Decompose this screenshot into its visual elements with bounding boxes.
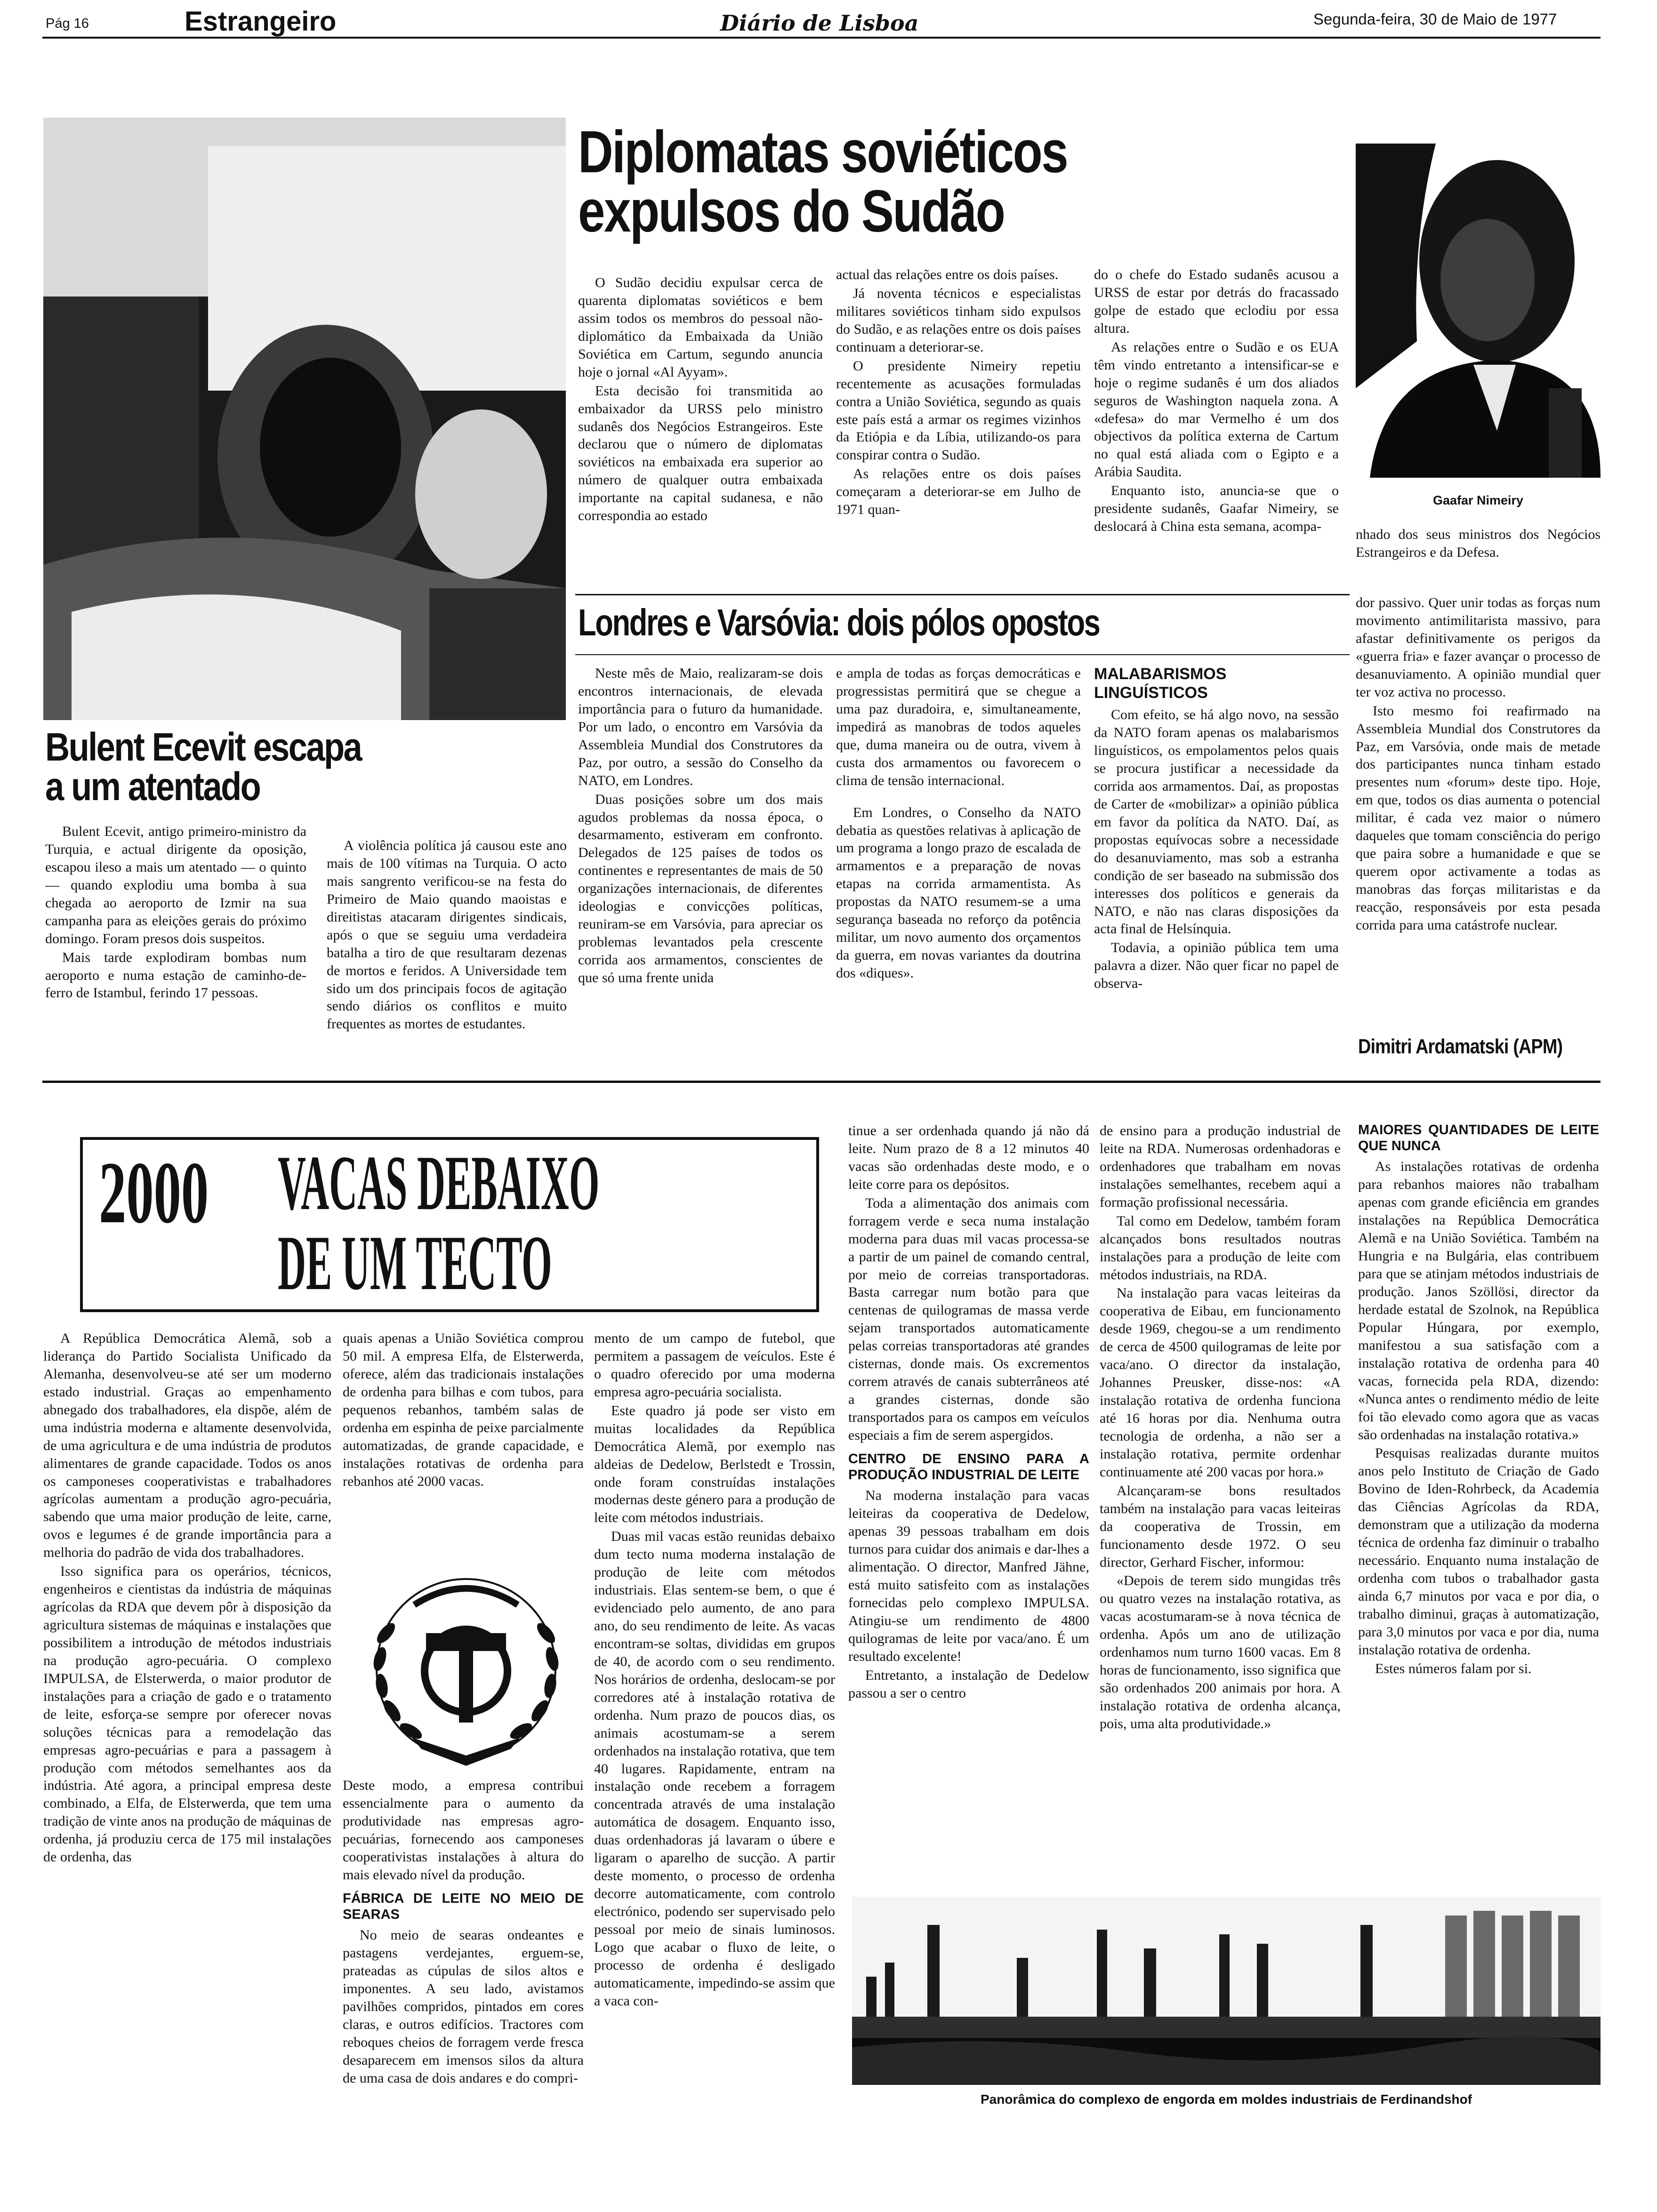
paragraph: actual das relações entre os dois países. [836,267,1059,282]
vacas-col6 [1358,1122,1599,1887]
vacas-col2a [343,1330,584,1541]
sudao-col1 [578,274,823,585]
ecevit-col1 [45,823,306,1067]
paragraph: Com efeito, se há algo novo, na sessão da NATO foram apenas os malabarismos linguísticos, os empolamentos pelos quais se procura justificar a necessidade da corrida aos armamentos. Daí, as propostas de Carter de «mobilizar» a opinião pública em favor da política da NATO. Daí, as propostas equívocas sobre a necessidade do desanuviamento, mas sob a estranha condição de ser baseado na submissão dos interesses dos políticos e generais da NATO, e não nas claras disposições da acta final de Helsínquia. [1094,707,1339,937]
paragraph: O Sudão decidiu expulsar cerca de quarenta diplomatas soviéticos e bem assim todos os membros do pessoal não-diplomático da Embaixada da União Soviética em Cartum, segundo anuncia hoje o jornal «Al Ayyam». [578,275,823,380]
paragraph: Isso significa para os operários, técnicos, engenheiros e cientistas da indústria de máquinas agrícolas da RDA que devem pôr à disposição da agricultura sistemas de máquinas e instalações que possibilitem a introdução de métodos industriais na produção agro-pecuária. O complexo IMPULSA, de Elsterwerda, o maior produtor de instalações para a criação de gado e o tratamento de leite, esforça-se sempre por oferecer novas soluções técnicas para a remodelação das empresas agro-pecuárias e para a passagem à produção com métodos semelhantes aos da indústria. Até agora, a principal empresa deste combinado, a Elfa, de Elsterwerda, que tem uma tradição de vinte anos na produção de máquinas de ordenha, já produziu cerca de 175 mil instalações de ordenha, das [43,1563,331,1865]
nimeiry-caption: Gaafar Nimeiry [1432,493,1524,507]
malabarismos-subhead: MALABARISMOS LINGUÍSTICOS [1094,665,1227,702]
vacas-col5 [1100,1122,1341,1887]
paragraph: Mais tarde explodiram bombas num aeroporto e numa estação de caminho-de-ferro de Istambul, ferindo 17 pessoas. [45,949,306,1001]
issue-date: Segunda-feira, 30 de Maio de 1977 [1313,10,1557,28]
maiores-quantidades-subhead: MAIORES QUANTIDADES DE LEITE QUE NUNCA [1358,1122,1599,1154]
page-number: Pág 16 [46,16,89,31]
paragraph: dor passivo. Quer unir todas as forças num movimento antimilitarista massivo, para afastar definitivamente os perigos da «guerra fria» e fazer avançar o processo de desanuviamento. A opinião mundial quer ter voz activa no processo. [1356,595,1601,700]
vacas-col1 [43,1330,331,2118]
londres-col3 [1094,665,1339,1079]
vacas-title-number: 2000 [99,1143,209,1242]
sudao-headline [578,119,1157,244]
paragraph: tinue a ser ordenhada quando já não dá leite. Num prazo de 8 a 12 minutos 40 vacas são ordenhadas deste modo, e o leite corre para os depósitos. [848,1123,1089,1192]
londres-headline: Londres e Varsóvia: dois pólos opostos [578,601,1100,643]
paragraph: Duas posições sobre um dos mais agudos problemas da nossa época, o desarmamento, estiveram em confronto. Delegados de 125 países de todos os continentes e representantes de mais de 50 organizações internacionais, de diferentes ideologias e convicções políticas, reuniram-se em Varsóvia, para apreciar os problemas levantados pela crescente corrida aos armamentos, conscientes de que só uma frente unida [578,791,823,986]
paragraph: Enquanto isto, anuncia-se que o presidente sudanês, Gaafar Nimeiry, se deslocará à China esta semana, acompa- [1094,483,1339,535]
ecevit-headline-line1: Bulent Ecevit escapa [45,725,362,769]
paragraph: Todavia, a opinião pública tem uma palavra a dizer. Não quer ficar no papel de observa- [1094,940,1339,992]
centro-ensino-subhead: CENTRO DE ENSINO PARA A PRODUÇÃO INDUSTRIAL DE LEITE [848,1451,1089,1483]
paragraph: O presidente Nimeiry repetiu recentemente as acusações formuladas contra a União Soviética, segundo as quais este país está a armar os regimes vizinhos da Etiópia e da Líbia, utilizando-os para conspirar contra o Sudão. [836,358,1081,463]
paragraph: nhado dos seus ministros dos Negócios Estrangeiros e da Defesa. [1356,527,1601,560]
londres-col2 [836,665,1081,1079]
fabrica-subhead: FÁBRICA DE LEITE NO MEIO DE SEARAS [343,1891,584,1922]
londres-title-rule [575,654,1350,655]
mid-rule [42,1081,1601,1083]
ecevit-headline-line2: a um atentado [45,764,260,809]
paragraph: Em Londres, o Conselho da NATO debatia as questões relativas à aplicação de um programa a longo prazo de escalada de armamentos e a preparação de novas etapas na corrida armamentista. As propostas da NATO resumem-se a uma segurança baseada no reforço da potência militar, um novo aumento dos orçamentos da guerra, em novas variantes da doutrina dos «diques». [836,804,1081,981]
paragraph: Deste modo, a empresa contribui essencialmente para o aumento da produtividade nas empresas agro-pecuárias, fornecendo aos camponeses cooperativistas instalações à altura do mais elevado nível da produção. [343,1778,584,1883]
masthead: Diário de Lisboa [720,10,919,36]
paragraph: As relações entre o Sudão e os EUA têm vindo entretanto a intensificar-se e hoje o regime sudanês é um dos aliados seguros de Washington naquela zona. A «defesa» do mar Vermelho é um dos objectivos da política externa de Cartum no qual está aliada com o Egipto e a Arábia Saudita. [1094,339,1339,480]
paragraph: Alcançaram-se bons resultados também na instalação para vacas leiteiras da cooperativa de Trossin, em funcionamento desde 1972. O seu director, Gerhard Fischer, informou: [1100,1483,1341,1570]
paragraph: Toda a alimentação dos animais com forragem verde e seca numa instalação moderna para duas mil vacas processa-se a partir de um painel de comando central, por meio de correias transportadoras. Basta carregar num botão para que centenas de quilogramas de massa verde sejam transportados automaticamente pelas correias transportadoras até grandes cisternas, donde mais. Os excrementos correm através de canais subterrâneos até a grandes cisternas, donde são transportados para os campos em veículos especiais a fim de serem aspergidos. [848,1195,1089,1443]
paragraph: Tal como em Dedelow, também foram alcançados bons resultados noutras instalações para a produção de leite com métodos industriais, na RDA. [1100,1213,1341,1282]
header-rule [42,37,1601,39]
paragraph: No meio de searas ondeantes e pastagens verdejantes, erguem-se, prateadas as cúpulas de silos altos e imponentes. A seu lado, avistamos pavilhões compridos, pintados em cores claras, e outros edifícios. Tractores com reboques cheios de forragem verde fresca desaparecem em imensos silos da altura de uma casa de dois andares e do compri- [343,1927,584,2086]
section-title: Estrangeiro [185,6,337,37]
sudao-headline-line2: expulsos do Sudão [578,178,1005,244]
vacas-col4 [848,1122,1089,1887]
paragraph: mento de um campo de futebol, que permitem a passagem de veículos. Este é o quadro oferecido por uma moderna empresa agro-pecuária socialista. [594,1330,835,1400]
londres-col1 [578,665,823,1079]
vacas-title-line1: VACAS DEBAIXO [278,1139,600,1226]
vacas-title-line2: DE UM TECTO [278,1219,552,1306]
paragraph: A violência política já causou este ano mais de 100 vítimas na Turquia. O acto mais sangrento verificou-se na festa do Primeiro de Maio quando maoistas e direitistas atacaram dirigentes sindicais, após o que se seguiu uma verdadeira batalha a tiro de que resultaram dezenas de mortos e feridos. A Universidade tem sido um dos principais focos de agitação sendo diários os conflitos e muito frequentes as mortes de estudantes. [327,838,567,1032]
sudao-col3 [1094,266,1339,586]
paragraph: As instalações rotativas de ordenha para rebanhos maiores não trabalham apenas com grande eficiência em grandes instalações na República Democrática Alemã e na União Soviética. Também na Hungria e na Bulgária, elas contribuem para que se atinjam métodos industriais de produção. Janos Szöllösi, director da herdade estatal de Szolnok, na República Popular Húngara, por exemplo, manifestou a sua satisfação com a instalação rotativa de ordenha para 40 vacas, fornecida pela RDA, dizendo: «Nunca antes o rendimento médio de leite foi tão elevado como agora que as vacas são ordenhadas na instalação rotativa.» [1358,1159,1599,1443]
paragraph: Neste mês de Maio, realizaram-se dois encontros internacionais, de elevada importância para o futuro da humanidade. Por um lado, o encontro em Varsóvia da Assembleia Mundial dos Construtores da Paz, por outro, a sessão do Conselho da NATO, em Londres. [578,665,823,788]
paragraph: e ampla de todas as forças democráticas e progressistas permitirá que se chegue a uma paz duradoira, e, simultaneamente, impedirá as manobras de todos aqueles que, duma maneira ou de outra, vivem à custa dos armamentos ou favorecem o clima de tensão internacional. [836,665,1081,788]
paragraph: Duas mil vacas estão reunidas debaixo dum tecto numa moderna instalação de produção de leite com métodos industriais. Elas sentem-se bem, o que é evidenciado pelo aumento, de ano para ano, do seu rendimento de leite. As vacas encontram-se soltas, divididas em grupos de 40, de acordo com o seu rendimento. Nos horários de ordenha, deslocam-se por corredores até à instalação rotativa de ordenha. Num prazo de poucos dias, os animais acostumam-se a serem ordenhados na instalação rotativa, que tem 40 lugares. Rapidamente, entram na instalação onde recebem a forragem concentrada através de uma instalação automática de dosagem. Enquanto isso, duas ordenhadoras já lavaram o úbere e ligaram o aparelho de sucção. A partir deste momento, o processo de ordenha decorre automaticamente, com controlo electrónico, podendo ser supervisado pelo pessoal por meio de sinais luminosos. Logo que acabar o fluxo de leite, o processo de ordenha é desligado automaticamente, impedindo-se assim que a vaca con- [594,1529,835,2009]
paragraph: quais apenas a União Soviética comprou 50 mil. A empresa Elfa, de Elsterwerda, oferece, além das tradicionais instalações de ordenha para bilhas e com tubos, para pequenos rebanhos, também salas de ordenha em espinha de peixe parcialmente automatizadas, de grande capacidade, e instalações rotativas de ordenha para rebanhos até 2000 vacas. [343,1330,584,1489]
londres-top-rule [575,594,1350,595]
paragraph: de ensino para a produção industrial de leite na RDA. Numerosas ordenhadoras e ordenhadores que trabalham em novas instalações semelhantes, recebem aqui a formação profissional necessária. [1100,1123,1341,1210]
ferdinandshof-photo [852,1897,1601,2085]
nimeiry-photo [1356,144,1601,478]
paragraph: «Depois de terem sido mungidas três ou quatro vezes na instalação rotativa, as vacas acostumaram-se à nova técnica de ordenha. Após um ano de utilização ordenhamos num turno 1600 vacas. Em 8 horas de funcionamento, isso significa que são ordenhados 200 animais por hora. A instalação rotativa de ordenha alcança, pois, uma alta produtividade.» [1100,1573,1341,1731]
vacas-col3 [594,1330,835,2118]
londres-col4 [1356,594,1601,1032]
paragraph: Pesquisas realizadas durante muitos anos pelo Instituto de Criação de Gado Bovino de Iden-Rohrbeck, da Academia das Ciências Agrícolas da RDA, demonstram que a utilização da moderna técnica de ordenha faz diminuir o trabalho necessário. Enquanto numa instalação de ordenha com tubos o trabalhador gasta ainda 6,7 minutos por vaca e por dia, o trabalho diminui, graças à automatização, para 3,0 minutos por vaca e por dia, numa instalação rotativa de ordenha. [1358,1445,1599,1658]
paragraph: Estes números falam por si. [1375,1660,1532,1676]
ecevit-photo [43,118,566,720]
ecevit-col2 [327,837,567,1067]
paragraph: do o chefe do Estado sudanês acusou a URSS de estar por detrás do fracassado golpe de estado que eclodiu por essa altura. [1094,267,1339,336]
paragraph: Na moderna instalação para vacas leiteiras da cooperativa de Dedelow, apenas 39 pessoas trabalham em dois turnos para cuidar dos animais e dar-lhes a alimentação. O director, Manfred Jähne, está muito satisfeito com as instalações fornecidas pelo complexo IMPULSA. Atingiu-se um rendimento de 4800 quilogramas de leite por vaca/ano. É um resultado excelente! [848,1488,1089,1664]
ecevit-headline [45,725,567,809]
sudao-col2 [836,266,1081,586]
paragraph: A República Democrática Alemã, sob a liderança do Partido Socialista Unificado da Alemanha, desenvolveu-se até ser um moderno estado industrial. Graças ao empenhamento abnegado dos trabalhadores, ela dispõe, além de uma indústria moderna e altamente desenvolvida, de uma agricultura e de uma indústria de produtos alimentares de grande capacidade. Todos os anos os camponeses cooperativistas e trabalhadores agrícolas aumentam a produção agro-pecuária, sabendo que uma maior produção de leite, carne, ovos e legumes é de grande importância para a melhoria do padrão de vida dos trabalhadores. [43,1330,331,1561]
ferdinandshof-caption: Panorâmica do complexo de engorda em moldes industriais de Ferdinandshof [981,2092,1472,2107]
paragraph: Entretanto, a instalação de Dedelow passou a ser o centro [848,1667,1089,1701]
paragraph: Isto mesmo foi reafirmado na Assembleia Mundial dos Construtores da Paz, em Varsóvia, onde mais de metade dos participantes nunca tinham estado presentes num «forum» deste tipo. Hoje, em que, todos os dias aumenta o potencial militar, é cada vez maior o número daqueles que tomam consciência do perigo que paira sobre a humanidade e que se querem opor activamente a todas as manobras das forças militaristas e da reacção, responsáveis por esta pesada corrida para uma catástrofe nuclear. [1356,703,1601,933]
paragraph: Já noventa técnicos e especialistas militares soviéticos tinham sido expulsos do Sudão, e as relações entre os dois países continuam a deteriorar-se. [836,285,1081,355]
londres-byline: Dimitri Ardamatski (APM) [1358,1035,1563,1058]
sudao-col4 [1356,526,1601,582]
paragraph: Esta decisão foi transmitida ao embaixador da URSS pelo ministro sudanês dos Negócios Estrangeiros. Este declarou que o número de diplomatas soviéticos na embaixada era superior ao número de qualquer outra embaixada importante na capital sudanesa, e não correspondia ao estado [578,383,823,524]
paragraph: Este quadro já pode ser visto em muitas localidades da República Democrática Alemã, por exemplo nas aldeias de Dedelow, Berlstedt e Trossin, onde foram construídas instalações modernas deste género para a produção de leite com métodos industriais. [594,1403,835,1526]
paragraph: Na instalação para vacas leiteiras da cooperativa de Eibau, em funcionamento desde 1969, chegou-se a um rendimento de cerca de 4500 quilogramas de leite por vaca/ano. O director da instalação, Johannes Preusker, disse-nos: «A instalação rotativa de ordenha funciona até 16 horas por dia. Nenhuma outra tecnologia de ordenha, a não ser a instalação rotativa, permite ordenhar continuamente até 200 vacas por hora.» [1100,1285,1341,1480]
gdr-emblem [351,1563,581,1774]
vacas-col2b [343,1777,584,2118]
paragraph: As relações entre os dois países começaram a deteriorar-se em Julho de 1971 quan- [836,466,1081,518]
sudao-headline-line1: Diplomatas soviéticos [578,119,1068,185]
paragraph: Bulent Ecevit, antigo primeiro-ministro da Turquia, e actual dirigente da oposição, escapou ileso a mais um atentado — o quinto — quando explodiu uma bomba à sua chegada ao aeroporto de Izmir na sua campanha para as eleições gerais do próximo domingo. Foram presos dois suspeitos. [45,824,306,946]
